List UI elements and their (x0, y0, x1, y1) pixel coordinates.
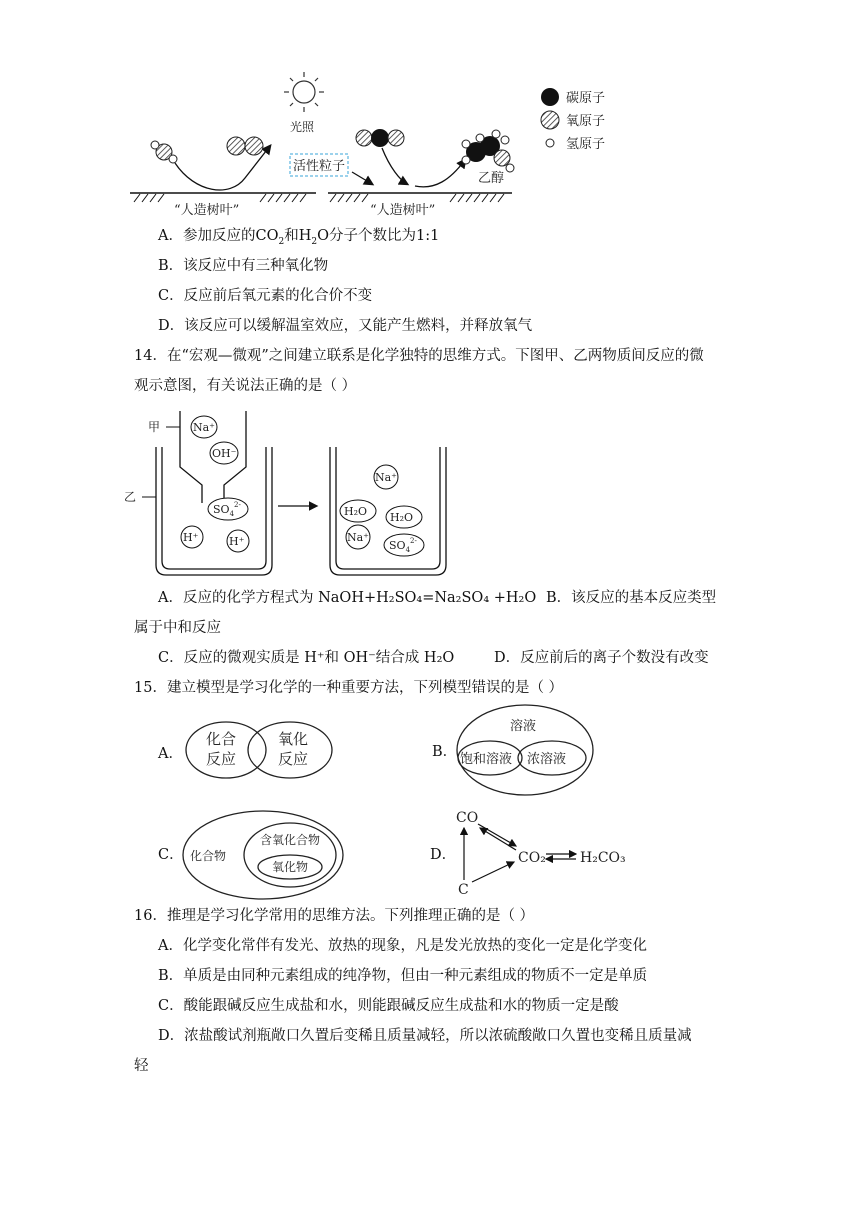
active-particle-label: 活性粒子 (293, 159, 346, 174)
ethanol-label: 乙醇 (478, 171, 505, 186)
ion-na-dropper: Na⁺ (193, 421, 215, 434)
svg-text:CO₂: CO₂ (518, 850, 546, 866)
svg-text:氧化物: 氧化物 (272, 860, 309, 874)
q16-option-d-line1: D．浓盐酸试剂瓶敞口久置后变稀且质量减轻，所以浓硫酸敞口久置也变稀且质量减 (158, 1028, 692, 1044)
ion-so4-left: $SO_4^{2-}$ (213, 501, 241, 518)
ion-so4-right: $SO_4^{2-}$ (389, 537, 417, 554)
q15-model-b (454, 702, 596, 798)
water-molecule (151, 141, 177, 163)
molecule-h2o-2: H₂O (390, 511, 414, 524)
q16-stem: 16．推理是学习化学常用的思维方法。下列推理正确的是（ ） (134, 908, 535, 924)
q14-stem-line2: 观示意图，有关说法正确的是（ ） (134, 378, 357, 394)
molecule-h2o-1: H₂O (344, 505, 368, 518)
q14-option-a: A．反应的化学方程式为 NaOH+H₂SO₄=Na₂SO₄ +H₂O (158, 590, 537, 606)
q15-model-c (180, 808, 346, 902)
svg-text:CO: CO (456, 810, 479, 826)
ion-na-right-2: Na⁺ (347, 531, 369, 544)
co2-molecule (356, 129, 404, 147)
q13-option-c: C．反应前后氧元素的化合价不变 (158, 288, 373, 304)
q16-option-b: B．单质是由同种元素组成的纯净物，但由一种元素组成的物质不一定是单质 (158, 968, 648, 984)
q14-option-c: C．反应的微观实质是 H⁺和 OH⁻结合成 H₂O (158, 650, 455, 666)
label-yi: 乙 (124, 490, 137, 504)
q15-stem: 15．建立模型是学习化学的一种重要方法，下列模型错误的是（ ） (134, 680, 564, 696)
leaf-label-right: “人造树叶” (370, 203, 436, 218)
legend-carbon: 碳原子 (566, 91, 606, 106)
q14-option-b: B．该反应的基本反应类型 (546, 590, 717, 606)
legend-oxygen: 氧原子 (566, 114, 606, 129)
svg-text:H₂CO₃: H₂CO₃ (580, 850, 626, 866)
leaf-label-left: “人造树叶” (174, 203, 240, 218)
q13-figure (120, 68, 640, 218)
q15-label-c: C． (158, 847, 184, 863)
q15-model-d (452, 806, 632, 898)
q14-option-b-cont: 属于中和反应 (134, 620, 221, 636)
svg-text:化合: 化合 (206, 730, 237, 748)
q16-option-d-line2: 轻 (134, 1058, 149, 1074)
label-jia: 甲 (148, 420, 161, 434)
svg-text:反应: 反应 (206, 750, 237, 768)
ion-h-2: H⁺ (229, 535, 245, 548)
svg-text:溶液: 溶液 (510, 719, 537, 734)
q16-option-a: A．化学变化常伴有发光、放热的现象，凡是发光放热的变化一定是化学变化 (158, 938, 647, 954)
q14-stem-line1: 14．在“宏观—微观”之间建立联系是化学独特的思维方式。下图甲、乙两物质间反应的微 (134, 348, 704, 364)
ion-oh-dropper: OH⁻ (212, 447, 237, 460)
svg-text:C: C (458, 882, 469, 898)
q15-label-d: D． (430, 847, 457, 863)
q15-model-a (182, 718, 338, 782)
q14-figure (120, 405, 460, 580)
ethanol-molecule (462, 130, 514, 172)
q15-label-b: B． (432, 744, 458, 760)
sun-icon (284, 72, 324, 112)
oxygen-molecule (227, 137, 263, 155)
legend-hydrogen: 氢原子 (566, 137, 606, 152)
svg-text:饱和溶液: 饱和溶液 (460, 752, 513, 767)
q14-option-d: D．反应前后的离子个数没有改变 (494, 650, 709, 666)
ion-h-1: H⁺ (183, 531, 199, 544)
q16-option-c: C．酸能跟碱反应生成盐和水，则能跟碱反应生成盐和水的物质一定是酸 (158, 998, 619, 1014)
q15-label-a: A． (158, 746, 183, 762)
q13-option-d: D．该反应可以缓解温室效应，又能产生燃料，并释放氧气 (158, 318, 533, 334)
svg-text:化合物: 化合物 (190, 849, 227, 863)
q13-option-a: A．参加反应的$CO_2$和$H_2O$分子个数比为1:1 (158, 228, 440, 247)
svg-text:氧化: 氧化 (278, 730, 309, 748)
ion-na-right-1: Na⁺ (375, 471, 397, 484)
svg-text:反应: 反应 (278, 750, 309, 768)
sunlight-label: 光照 (290, 120, 315, 134)
q13-option-b: B．该反应中有三种氧化物 (158, 258, 329, 274)
svg-text:浓溶液: 浓溶液 (527, 752, 567, 767)
svg-text:含氧化合物: 含氧化合物 (260, 833, 321, 847)
